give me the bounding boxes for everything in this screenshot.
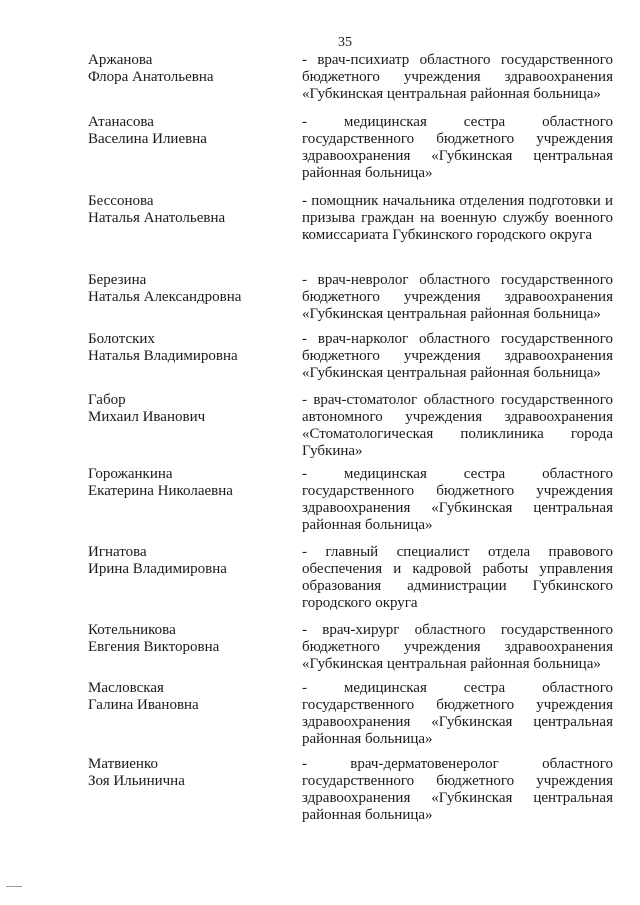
page-number: 35 (338, 35, 352, 50)
given-name: Ирина Владимировна (88, 561, 227, 577)
position-description: - врач-психиатр областного государственного бюджетного учреждения здравоохранения «Губкинская центральная районная больница» (302, 52, 613, 102)
surname: Горожанкина (88, 466, 173, 482)
surname: Габор (88, 392, 126, 408)
position-description: - врач-нарколог областного государственного бюджетного учреждения здравоохранения «Губкинская центральная районная больница» (302, 331, 613, 381)
person-name (88, 544, 288, 578)
given-name: Михаил Иванович (88, 409, 206, 425)
surname: Березина (88, 272, 147, 288)
position-description: - медицинская сестра областного государственного бюджетного учреждения здравоохранения «Губкинская центральная районная больница» (302, 466, 613, 533)
surname: Атанасова (88, 114, 154, 130)
person-name (88, 331, 288, 365)
given-name: Наталья Александровна (88, 289, 242, 305)
person-name (88, 193, 288, 227)
person-name (88, 622, 288, 656)
surname: Аржанова (88, 52, 153, 68)
position-description: - помощник начальника отделения подготовки и призыва граждан на военную службу военного комиссариата Губкинского городского округа (302, 193, 613, 243)
position-description: - медицинская сестра областного государственного бюджетного учреждения здравоохранения «Губкинская центральная районная больница» (302, 114, 613, 181)
person-name (88, 756, 288, 790)
surname: Масловская (88, 680, 164, 696)
person-name (88, 272, 288, 306)
surname: Игнатова (88, 544, 147, 560)
surname: Котельникова (88, 622, 176, 638)
position-description: - врач-хирург областного государственного бюджетного учреждения здравоохранения «Губкинская центральная районная больница» (302, 622, 613, 672)
surname: Бессонова (88, 193, 154, 209)
person-name (88, 680, 288, 714)
position-description: - врач-невролог областного государственного бюджетного учреждения здравоохранения «Губкинская центральная районная больница» (302, 272, 613, 322)
position-description: - главный специалист отдела правового обеспечения и кадровой работы управления образования администрации Губкинского городского округа (302, 544, 613, 611)
scan-edge-mark (6, 886, 22, 887)
position-description: - врач-стоматолог областного государственного автономного учреждения здравоохранения «Стоматологическая поликлиника города Губкина» (302, 392, 613, 459)
surname: Болотских (88, 331, 155, 347)
position-description: - врач-дерматовенеролог областного государственного бюджетного учреждения здравоохранения «Губкинская центральная районная больница» (302, 756, 613, 823)
surname: Матвиенко (88, 756, 158, 772)
person-name (88, 392, 288, 426)
person-name (88, 52, 288, 86)
given-name: Наталья Анатольевна (88, 210, 226, 226)
given-name: Евгения Викторовна (88, 639, 220, 655)
position-description: - медицинская сестра областного государственного бюджетного учреждения здравоохранения «Губкинская центральная районная больница» (302, 680, 613, 747)
given-name: Наталья Владимировна (88, 348, 238, 364)
given-name: Васелина Илиевна (88, 131, 207, 147)
person-name (88, 466, 288, 500)
given-name: Галина Ивановна (88, 697, 199, 713)
given-name: Екатерина Николаевна (88, 483, 233, 499)
person-name (88, 114, 288, 148)
given-name: Зоя Ильинична (88, 773, 185, 789)
given-name: Флора Анатольевна (88, 69, 214, 85)
